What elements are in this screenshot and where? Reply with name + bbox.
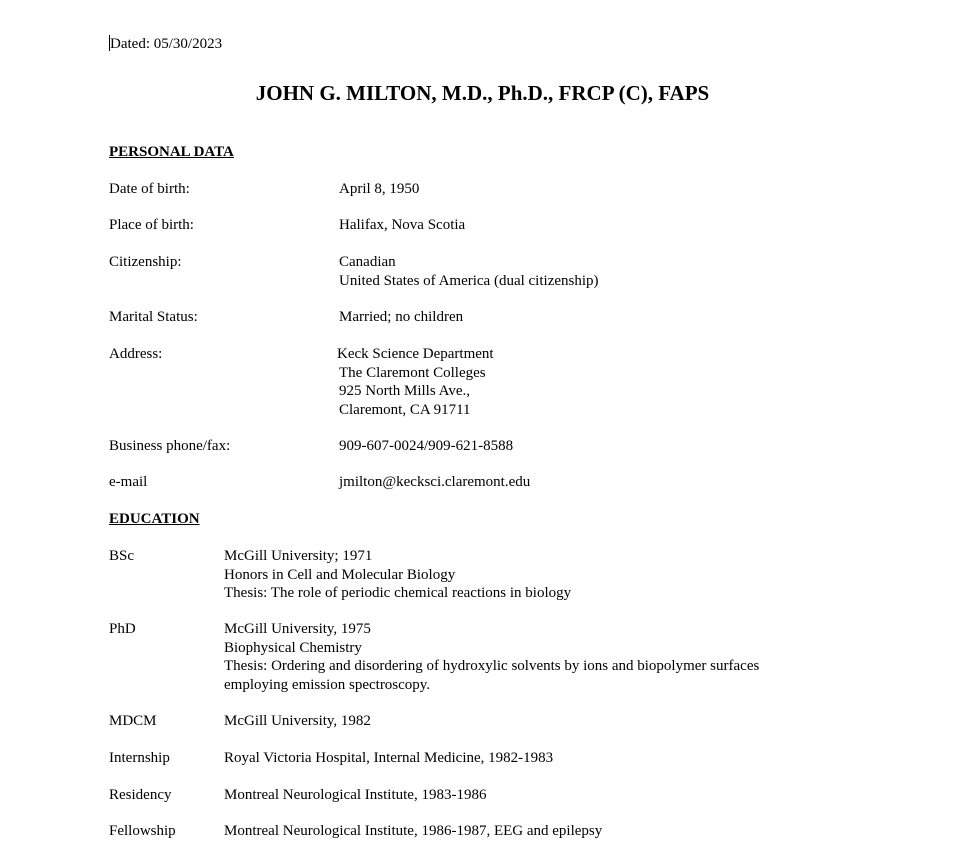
row-label: Residency xyxy=(109,787,172,803)
value-line: McGill University, 1975 xyxy=(224,621,371,637)
row-value xyxy=(224,547,571,603)
row-label: Internship xyxy=(109,750,170,766)
row-value xyxy=(339,345,494,419)
row-value xyxy=(339,437,513,456)
value-line: Honors in Cell and Molecular Biology xyxy=(224,566,456,583)
value-line: Thesis: Ordering and disordering of hydroxylic solvents by ions and biopolymer surfaces xyxy=(224,658,760,674)
row-label: Date of birth: xyxy=(109,181,190,197)
row-label: MDCM xyxy=(109,713,157,729)
value-line: Claremont, CA 91711 xyxy=(339,401,471,418)
row-value xyxy=(339,473,530,492)
row-label: Address: xyxy=(109,346,163,362)
dated-text: Dated: 05/30/2023 xyxy=(110,36,223,52)
dated-line[interactable] xyxy=(109,35,222,53)
row-value xyxy=(224,786,486,805)
value-line: 925 North Mills Ave., xyxy=(339,383,470,399)
value-line: Thesis: The role of periodic chemical reactions in biology xyxy=(224,585,572,601)
row-label: Fellowship xyxy=(109,823,176,839)
row-label: Place of birth: xyxy=(109,217,194,233)
value-line: Keck Science Department xyxy=(337,346,494,362)
row-value xyxy=(224,822,602,841)
document-title: JOHN G. MILTON, M.D., Ph.D., FRCP (C), FAPS xyxy=(255,81,710,105)
value-line: Montreal Neurological Institute, 1986-1987, EEG and epilepsy xyxy=(224,823,603,839)
row-value xyxy=(339,216,465,235)
value-line: McGill University; 1971 xyxy=(224,548,373,564)
personal-data-heading: PERSONAL DATA xyxy=(109,144,234,160)
row-value xyxy=(224,620,759,694)
row-label: Citizenship: xyxy=(109,254,182,270)
value-line: United States of America (dual citizenship) xyxy=(339,272,599,289)
value-line: Married; no children xyxy=(339,309,464,325)
row-label: Business phone/fax: xyxy=(109,438,231,454)
row-value xyxy=(339,253,599,290)
row-label: BSc xyxy=(109,548,135,564)
value-line: The Claremont Colleges xyxy=(339,364,486,381)
education-heading: EDUCATION xyxy=(109,511,200,527)
value-line: Canadian xyxy=(339,254,396,270)
value-line: employing emission spectroscopy. xyxy=(224,676,431,693)
value-line: Halifax, Nova Scotia xyxy=(339,217,466,233)
row-label: Marital Status: xyxy=(109,309,198,325)
row-label: PhD xyxy=(109,621,136,637)
value-line: McGill University, 1982 xyxy=(224,713,371,729)
row-value xyxy=(339,308,463,327)
row-value xyxy=(339,180,419,199)
value-line: Montreal Neurological Institute, 1983-1986 xyxy=(224,787,487,803)
row-value xyxy=(224,749,553,768)
value-line: jmilton@kecksci.claremont.edu xyxy=(339,474,531,490)
value-line: Biophysical Chemistry xyxy=(224,639,362,656)
row-label: e-mail xyxy=(109,474,148,490)
value-line: 909-607-0024/909-621-8588 xyxy=(339,438,514,454)
value-line: Royal Victoria Hospital, Internal Medicine, 1982-1983 xyxy=(224,750,554,766)
value-line: April 8, 1950 xyxy=(339,181,420,197)
row-value xyxy=(224,712,371,731)
